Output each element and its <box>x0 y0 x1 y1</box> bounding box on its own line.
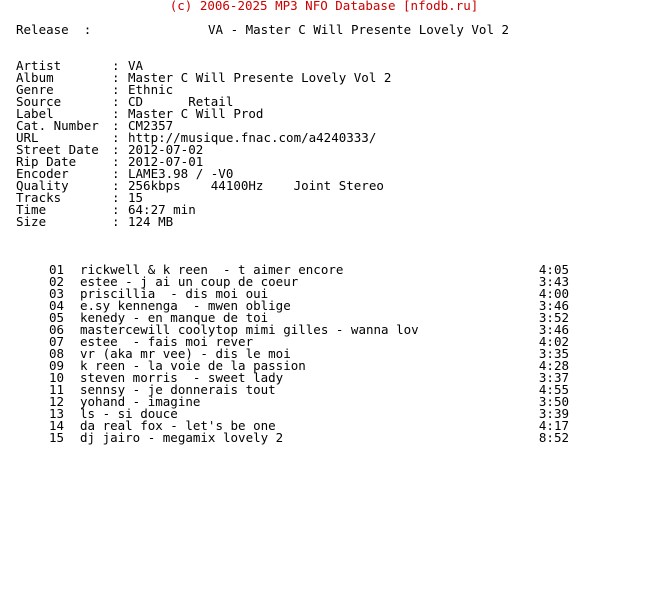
field-separator: : <box>112 214 120 229</box>
track-duration: 3:37 <box>538 370 569 385</box>
track-number: 08 <box>48 346 64 361</box>
field-row <box>16 204 636 216</box>
track-number: 01 <box>48 262 64 277</box>
track-title: steven morris - sweet lady <box>80 370 284 385</box>
field-label: Cat. Number <box>16 118 99 133</box>
track-number: 04 <box>48 298 64 313</box>
field-row <box>16 96 636 108</box>
field-separator: : <box>112 58 120 73</box>
track-duration: 4:55 <box>538 382 569 397</box>
field-value: VA <box>128 58 144 73</box>
site-banner: (c) 2006-2025 MP3 NFO Database [nfodb.ru] <box>169 0 479 13</box>
field-separator: : <box>112 130 120 145</box>
field-label: Quality <box>16 178 69 193</box>
track-title: sennsy - je donnerais tout <box>80 382 276 397</box>
track-duration: 4:00 <box>538 286 569 301</box>
field-separator: : <box>112 202 120 217</box>
track-duration: 3:50 <box>538 394 569 409</box>
release-label: Release : <box>16 22 92 37</box>
track-number: 05 <box>48 310 64 325</box>
track-title: mastercewill coolytop mimi gilles - wanna lov <box>80 322 419 337</box>
field-separator: : <box>112 142 120 157</box>
field-separator: : <box>112 118 120 133</box>
track-number: 11 <box>48 382 64 397</box>
field-label: Tracks <box>16 190 62 205</box>
track-row <box>0 432 648 444</box>
track-title: estee - j ai un coup de coeur <box>80 274 299 289</box>
field-separator: : <box>112 106 120 121</box>
field-separator: : <box>112 82 120 97</box>
track-duration: 3:35 <box>538 346 569 361</box>
field-value: 64:27 min <box>128 202 196 217</box>
track-duration: 4:17 <box>538 418 569 433</box>
track-number: 09 <box>48 358 64 373</box>
track-duration: 8:52 <box>538 430 569 445</box>
track-title: priscillia - dis moi oui <box>80 286 269 301</box>
track-number: 06 <box>48 322 64 337</box>
field-row <box>16 192 636 204</box>
field-row <box>16 132 636 144</box>
track-title: ls - si douce <box>80 406 178 421</box>
track-title: rickwell & k reen - t aimer encore <box>80 262 344 277</box>
field-row <box>16 108 636 120</box>
track-number: 13 <box>48 406 64 421</box>
track-number: 15 <box>48 430 64 445</box>
field-label: Artist <box>16 58 62 73</box>
field-value: Master C Will Presente Lovely Vol 2 <box>128 70 392 85</box>
track-title: da real fox - let's be one <box>80 418 276 433</box>
field-value: Ethnic <box>128 82 174 97</box>
field-label: Source <box>16 94 62 109</box>
field-separator: : <box>112 154 120 169</box>
field-label: Label <box>16 106 54 121</box>
track-duration: 3:39 <box>538 406 569 421</box>
field-separator: : <box>112 190 120 205</box>
track-number: 03 <box>48 286 64 301</box>
field-value: 2012-07-02 <box>128 142 204 157</box>
track-title: dj jairo - megamix lovely 2 <box>80 430 284 445</box>
track-duration: 4:28 <box>538 358 569 373</box>
track-duration: 3:46 <box>538 298 569 313</box>
release-value: VA - Master C Will Presente Lovely Vol 2 <box>208 22 510 37</box>
track-number: 14 <box>48 418 64 433</box>
track-title: vr (aka mr vee) - dis le moi <box>80 346 291 361</box>
field-label: Time <box>16 202 47 217</box>
field-separator: : <box>112 166 120 181</box>
field-row <box>16 156 636 168</box>
field-row <box>16 72 636 84</box>
field-label: Genre <box>16 82 54 97</box>
track-title: kenedy - en manque de toi <box>80 310 269 325</box>
field-label: Size <box>16 214 47 229</box>
track-title: estee - fais moi rever <box>80 334 254 349</box>
field-value: 2012-07-01 <box>128 154 204 169</box>
track-duration: 3:52 <box>538 310 569 325</box>
track-number: 10 <box>48 370 64 385</box>
field-row <box>16 84 636 96</box>
field-label: URL <box>16 130 39 145</box>
track-number: 12 <box>48 394 64 409</box>
track-number: 02 <box>48 274 64 289</box>
track-number: 07 <box>48 334 64 349</box>
field-separator: : <box>112 70 120 85</box>
field-value: 15 <box>128 190 144 205</box>
field-label: Rip Date <box>16 154 77 169</box>
track-duration: 4:05 <box>538 262 569 277</box>
field-value: http://musique.fnac.com/a4240333/ <box>128 130 377 145</box>
field-label: Album <box>16 70 54 85</box>
field-row <box>16 216 636 228</box>
field-label: Street Date <box>16 142 99 157</box>
track-title: k reen - la voie de la passion <box>80 358 306 373</box>
track-duration: 3:46 <box>538 322 569 337</box>
field-value: Master C Will Prod <box>128 106 264 121</box>
field-value: 256kbps 44100Hz Joint Stereo <box>128 178 384 193</box>
track-duration: 3:43 <box>538 274 569 289</box>
field-row <box>16 144 636 156</box>
track-title: e.sy kennenga - mwen oblige <box>80 298 291 313</box>
field-value: 124 MB <box>128 214 174 229</box>
field-separator: : <box>112 94 120 109</box>
track-duration: 4:02 <box>538 334 569 349</box>
field-separator: : <box>112 178 120 193</box>
track-title: yohand - imagine <box>80 394 201 409</box>
field-row <box>16 180 636 192</box>
field-value: CD Retail <box>128 94 234 109</box>
field-value: CM2357 <box>128 118 174 133</box>
field-label: Encoder <box>16 166 69 181</box>
field-value: LAME3.98 / -V0 <box>128 166 234 181</box>
